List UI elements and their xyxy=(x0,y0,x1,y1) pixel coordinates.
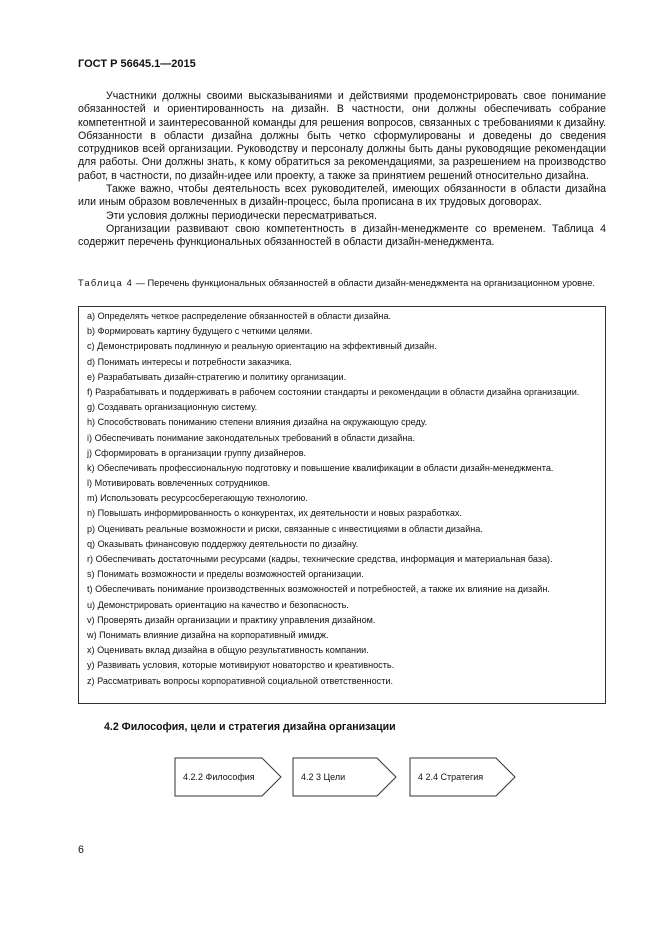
table-item: z) Рассматривать вопросы корпоративной социальной ответственности. xyxy=(87,675,394,686)
table-item: f) Разрабатывать и поддерживать в рабочем состоянии стандарты и рекомендации в области дизайна организации. xyxy=(87,386,580,397)
table-item: u) Демонстрировать ориентацию на качество и безопасность. xyxy=(87,599,349,610)
table-item: d) Понимать интересы и потребности заказчика. xyxy=(87,356,292,367)
table-item: n) Повышать информированность о конкурентах, их деятельности и новых разработках. xyxy=(87,508,462,519)
table-item: r) Обеспечивать достаточными ресурсами (кадры, технические средства, информация и материальная база). xyxy=(87,554,553,564)
paragraph-4: Организации развивают свою компетентность в дизайн-менеджменте со временем. Таблица 4 содержит перечень функциональных обязанностей в области дизайн-менеджмента. xyxy=(78,222,606,249)
table-item: e) Разрабатывать дизайн-стратегию и политику организации. xyxy=(87,371,347,382)
table-item: g) Создавать организационную систему. xyxy=(87,402,258,413)
step-label-strategy: 4 2.4 Стратегия xyxy=(418,772,484,782)
table-item: w) Понимать влияние дизайна на корпоративный имидж. xyxy=(87,629,329,640)
table-item: v) Проверять дизайн организации и практику управления дизайном. xyxy=(87,614,376,625)
page-number: 6 xyxy=(78,844,84,856)
paragraph-2: Также важно, чтобы деятельность всех руководителей, имеющих обязанности в области дизайна или иным образом вовлеченных в дизайн-процесс, была прописана в их трудовых договорах. xyxy=(78,183,606,209)
table-item: a) Определять четкое распределение обязанностей в области дизайна. xyxy=(87,311,392,321)
diagram-step-goals xyxy=(293,758,396,796)
table-item: x) Оценивать вклад дизайна в общую результативность компании. xyxy=(87,645,369,656)
table-item: h) Способствовать пониманию степени влияния дизайна на окружающую среду. xyxy=(87,417,428,428)
section-title: 4.2 Философия, цели и стратегия дизайна организации xyxy=(104,721,396,733)
table-item: i) Обеспечивать понимание законодательных требований в области дизайна. xyxy=(87,432,415,443)
table-item: k) Обеспечивать профессиональную подготовку и повышение квалификации в области дизайн-менеджмента. xyxy=(87,462,554,473)
table-item: p) Оценивать реальные возможности и риски, связанные с инвестициями в области дизайна. xyxy=(87,523,483,534)
table-caption-label: Таблица 4 xyxy=(78,278,134,288)
table-item: b) Формировать картину будущего с четкими целями. xyxy=(87,326,313,337)
diagram-step-philosophy xyxy=(175,758,281,796)
table-item: c) Демонстрировать подлинную и реальную ориентацию на эффективный дизайн. xyxy=(87,341,437,352)
diagram-step-strategy xyxy=(410,758,515,796)
step-label-philosophy: 4.2.2 Философия xyxy=(183,772,255,782)
step-label-goals: 4.2 3 Цели xyxy=(301,772,346,782)
table-item: y) Развивать условия, которые мотивируют новаторство и креативность. xyxy=(87,660,395,671)
table-item: s) Понимать возможности и пределы возможностей организации. xyxy=(87,569,364,580)
table-item: l) Мотивировать вовлеченных сотрудников. xyxy=(87,478,271,489)
paragraph-3: Эти условия должны периодически пересматриваться. xyxy=(106,209,377,222)
table-caption-text: — Перечень функциональных обязанностей в области дизайн-менеджмента на организационном уровне. xyxy=(133,278,596,288)
table-item: t) Обеспечивать понимание производственных возможностей и потребностей, а также их влияние на дизайн. xyxy=(87,584,550,595)
table-item: j) Сформировать в организации группу дизайнеров. xyxy=(87,447,307,458)
document-header: ГОСТ Р 56645.1—2015 xyxy=(78,58,196,70)
table-item: m) Использовать ресурсосберегающую технологию. xyxy=(87,493,308,504)
paragraph-1: Участники должны своими высказываниями и действиями продемонстрировать свое понимание обязанностей и ориентированность на дизайн. В частности, они должны обеспечивать собрание компетентной и заинтересованной команды для решения вопросов, связанных с требованиями к дизайну. Обязанности в области дизайна должны быть четко сформулированы и доведены до сведения сотрудников всей организации. Руководству и персоналу должны быть даны руководящие рекомендации для работы. Они должны знать, к кому обратиться за рекомендациями, за разрешением на производство работ, в частности, по дизайн-идее или проекту, а также за принятием решений относительно дизайна. xyxy=(78,90,606,182)
table-item: q) Оказывать финансовую поддержку деятельности по дизайну. xyxy=(87,538,359,549)
